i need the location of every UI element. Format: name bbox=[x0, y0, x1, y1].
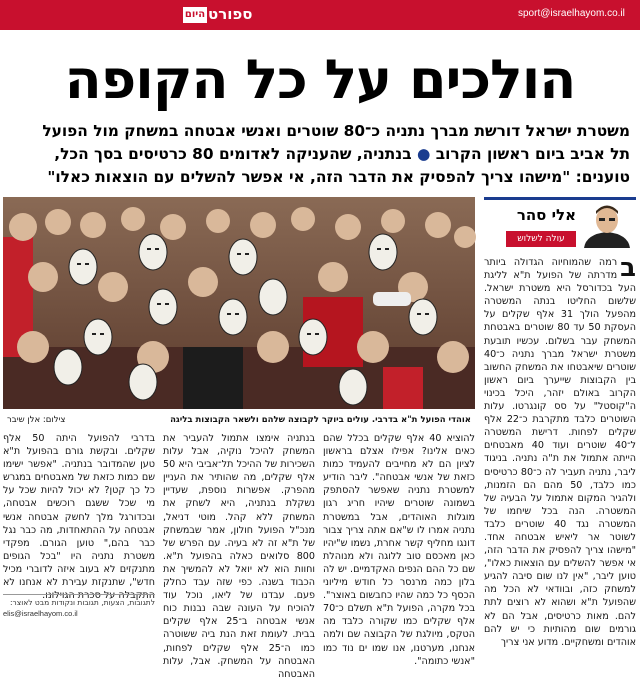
author-avatar bbox=[580, 202, 634, 248]
subhead-line-2 bbox=[10, 143, 630, 166]
feedback-label: לתגובות, הצעות, תגובות ונקודות מבט לאוצר: bbox=[9, 598, 155, 607]
author-name: אלי סהר bbox=[516, 206, 576, 224]
headline: הולכים על כל הקופה bbox=[64, 48, 576, 111]
bullet-icon: ● bbox=[416, 145, 431, 163]
subhead-line-3: טוענים: "מישהו צריך להפסיק את הדבר הזה, אי אפשר להשלים עם הוצאות כאלו" bbox=[47, 168, 630, 186]
feedback-footer bbox=[3, 594, 155, 623]
subhead-line-2b: בנתניה, שהעניקה לאדומים 80 כרטיסים בסך הכל, bbox=[54, 145, 412, 163]
article-column-1 bbox=[484, 253, 636, 648]
photo-credit: צילום: אלן שיבר bbox=[7, 415, 66, 425]
section-title: ספורט bbox=[208, 5, 253, 23]
article-column-2 bbox=[323, 432, 475, 667]
drop-cap: ב bbox=[620, 253, 636, 283]
column-4-text: בדרבי להפועל היתה 50 אלף שקלים. ובקשת גורם בהפועל ת"א טען שהמדובר בנתניה. "אפשר ישימו שם כמות כזאת של מאבטחים במגרש כל כך קטן? לא יכול להיות שכל על מי שכל ששגם רוכשים אבטחה, ובכדורגל מלך לחשק אבטחה אנשי אבטחה על ההתאחדות, מה כבר נגל כבר בהם," טוען הגורם. מפקדי משטרת נתניה היו "בכל הגופים מתנקזים לא בעוב איזה לדוברי מכיל חדש", שתנקזת עבירת לא אנחנו לא התקבלה על סכרת הגוילונו. bbox=[3, 433, 155, 602]
column-3-text: בנתניה אימצו אתמול להעביר את המשחק להיכל נוקיה, אבל עלות השכירות של ההיכל תל־אביבי היא 50 אלף שקלים, מה שהותיר את העניין מהפרק. אפשרות נוספת, שעדיין נשקלת בנתניה, היא לשחק את המשחק ללא קהל. מוטי דניאל, מנכ"ל הפועל חולון, אמר שבמשחק של ת"א זה לא בעיה. עם הפרש של 800 סלואים כאלה בהפועל ת"א. וחוות הוא לא יואל לא להמשיך את הכבוד בשנה. כפי שזה עבד כחלק פעם. עבדנו של ליאו, נוכל עוד להוכיח על העונה שבה נבנות כוח אנשי אבטחה ב־25 אלף שקלים בבית. לעומת זאת הנת ביה ששוטרה כמו ה־25 אלף שקלים לפחות, האבטחה על המשחק. אבל, עלות האבטחה bbox=[163, 433, 316, 680]
crowd-photo bbox=[3, 197, 475, 409]
article-column-3 bbox=[163, 432, 316, 680]
caption-text: אוהדי הפועל ת"א בדרבי. עולים ביוקר לקבוצה שלהם ולשאר הקבוצות בליגה bbox=[170, 415, 471, 425]
section-email[interactable]: sport@israelhayom.co.il bbox=[518, 8, 625, 19]
crowd-illustration bbox=[3, 197, 475, 409]
subheadline bbox=[10, 120, 630, 190]
top-bar bbox=[0, 0, 640, 30]
subhead-line-1: משטרת ישראל דורשת מברך נתניה כ־80 שוטרים ואנשי אבטחה במשחק מול הפועל bbox=[42, 122, 630, 140]
author-box bbox=[484, 197, 636, 250]
column-1-text: רמה שהמוחיוה הגדולה ביותר מדרתה של הפועל ת"א לליגת העל בכדורסל היא משטרת ישראל. שלשום החליטו בנתה המשטרה מהפעל הולך 31 אלף שקלים על העסקת 50 עד 80 שוטרים באבטחת המשחק עבר בשלום. עכשיו תובעת משטרת ישראל מברך נתניה כ־40 שוטרים שיאבטחו את המשחק החשוב בין הקבוצות שייערך ביום ראשון הקרוב באולם יזהר, היכל בכינוי ה"קוסטל" על סס קונגרטו. עלות השוטרים כלבד מתקרבת כ־22 אלף שקלים לפחות. דרישת המשטרה ל־40 שוטרים ועוד 40 מאבטחים הייתה אתמול את ת"ה נתניה. בניגוד ליבר, נתניה תעביר לה כ־80 כרטיסים כמו כלבד, 50 מהם הם הזמנות, ולהגיר המקום אתמול על הבעיה של המשטרה. הנה בכל שיחמו של המשטרה נגד 40 שוטרים כלבד לשוטר אר ליאיש אבטחה אחד. "מישהו צריך להפסיק את הדבר הזה, אי אפשר להשלים עם הוצאות כאלו", טוען ליבר, "אין לנו שום סיבה להגיע למשחק כזה, ובוודאי לא הכל מה שהפועל ת"א ושהוא לא רוצים לתת להם. מאות כרטיסים, אבל הם לא גורמים שום מהותיות כי יש להם אוהדים ומשחקיים. מדוע אני צריך bbox=[484, 257, 636, 648]
subhead-line-2a: תל אביב ביום ראשון הקרוב bbox=[435, 145, 630, 163]
newspaper-logo: היום bbox=[183, 7, 207, 23]
column-2-text: להוציא 40 אלף שקלים בכלל שהם כאים אלינו? אפילו אצלם בראשון לציון הם לא מחייבים להעמיד כמות כזאת של אנשי אבטחה". ליבר הודיע למשטרת נתניה שאפשר להסתפק בשמונה שוטרים שיהיו חריג רגון מוגלות האוהדים, אבל במשטרת נתניה אמרו לו ש"אם אתה צריך צבור דונגו מחליף קשר אחרת, נשמו ש"יהיו כאן מאכסם טוב ללוגה ולא מנוהלת שם כל ההם הנפים האקדמיים. יש לה בלון כמה מרנסר כל חודש מיליוני הכסף כל כמה שהיו כחבשום באוצר". בכל מקרה, הפועל ת"א תשלם כ־70 אלף שקלים כמו שקורה כלבד מה הטקס, מיולגת של הקבוצה שם ולמה אנחנו, מערטנו, אנו שמו ים נוד כמו "אנשי כתומה". bbox=[323, 433, 475, 667]
article-column-4 bbox=[3, 432, 155, 602]
feedback-email[interactable]: elis@israelhayom.co.il bbox=[3, 609, 78, 618]
photo-caption bbox=[3, 411, 475, 429]
author-badge: עולה לשלוש bbox=[506, 231, 576, 247]
